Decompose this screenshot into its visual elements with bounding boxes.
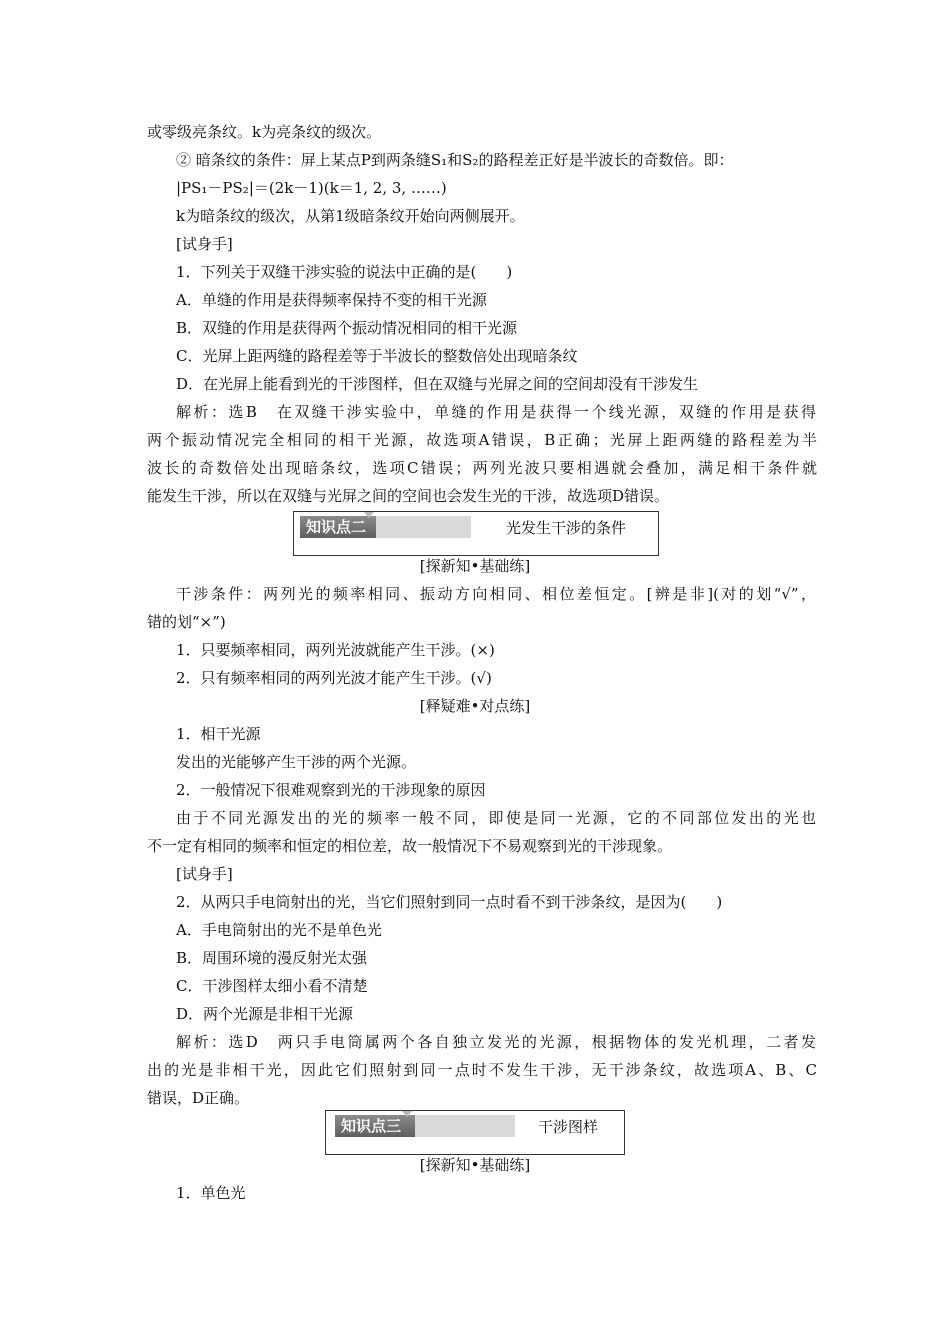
knowledge-point-title: 干涉图样 [538,1118,599,1136]
judgement-item: 1．只要频率相同，两列光波就能产生干涉。(×) [176,641,495,659]
badge-decoration [376,516,471,538]
subsection-heading: [探新知•基础练] [419,1156,531,1174]
analysis-line: 错误，D正确。 [147,1089,250,1107]
text-line: k为暗条纹的级次，从第1级暗条纹开始向两侧展开。 [176,207,525,225]
option-c: C．光屏上距两缝的路程差等于半波长的整数倍处出现暗条纹 [176,347,578,365]
section-label: [试身手] [176,235,233,253]
section-label: [试身手] [176,865,233,883]
question-stem: 1．下列关于双缝干涉实验的说法中正确的是( ) [176,263,513,281]
text-line: 错的划“×”) [147,613,226,631]
text-line: 1．相干光源 [176,725,261,743]
badge-decoration [415,1115,515,1137]
option-a: A．手电筒射出的光不是单色光 [176,921,382,939]
analysis-line: 解析：选D 两只手电筒属两个各自独立发光的光源，根据物体的发光机理，二者发 [176,1033,816,1051]
question-stem: 2．从两只手电筒射出的光，当它们照射到同一点时看不到干涉条纹，是因为( ) [176,893,723,911]
analysis-line: 能发生干涉，所以在双缝与光屏之间的空间也会发生光的干涉，故选项D错误。 [147,487,670,505]
option-d: D．两个光源是非相干光源 [176,1005,354,1023]
knowledge-point-title: 光发生干涉的条件 [506,519,627,537]
option-b: B．周围环境的漫反射光太强 [176,949,368,967]
analysis-line: 解析：选B 在双缝干涉实验中，单缝的作用是获得一个线光源，双缝的作用是获得 [176,403,816,421]
knowledge-point-badge: 知识点二 [300,516,376,538]
badge-tick-icon [402,1111,412,1117]
knowledge-point-box [293,511,659,556]
text-line: 由于不同光源发出的光的频率一般不同，即使是同一光源，它的不同部位发出的光也 [176,809,816,827]
analysis-line: 出的光是非相干光，因此它们照射到同一点时不发生干涉，无干涉条纹，故选项A、B、C [147,1061,817,1079]
formula-line: |PS₁－PS₂|＝(2k－1)(k＝1, 2, 3, ……) [176,179,447,197]
option-b: B．双缝的作用是获得两个振动情况相同的相干光源 [176,319,518,337]
knowledge-point-badge: 知识点三 [335,1115,415,1137]
analysis-line: 两个振动情况完全相同的相干光源，故选项A错误，B正确；光屏上距两缝的路程差为半 [147,431,817,449]
subsection-heading: [探新知•基础练] [419,557,531,575]
judgement-item: 2．只有频率相同的两列光波才能产生干涉。(√) [176,669,492,687]
subsection-heading: [释疑难•对点练] [419,697,531,715]
text-line: ② 暗条纹的条件：屏上某点P到两条缝S₁和S₂的路程差正好是半波长的奇数倍。即： [176,151,734,169]
text-line: 或零级亮条纹。k为亮条纹的级次。 [147,123,382,141]
text-line: 1．单色光 [176,1184,246,1202]
text-line: 发出的光能够产生干涉的两个光源。 [176,753,417,771]
option-a: A．单缝的作用是获得频率保持不变的相干光源 [176,291,487,309]
option-d: D．在光屏上能看到光的干涉图样，但在双缝与光屏之间的空间却没有干涉发生 [176,375,699,393]
analysis-line: 波长的奇数倍处出现暗条纹，选项C错误；两列光波只要相遇就会叠加，满足相干条件就 [147,459,817,477]
text-line: 2．一般情况下很难观察到光的干涉现象的原因 [176,781,486,799]
text-line: 不一定有相同的频率和恒定的相位差，故一般情况下不易观察到光的干涉现象。 [147,837,673,855]
text-line: 干涉条件：两列光的频率相同、振动方向相同、相位差恒定。[辨是非](对的划“√”， [176,585,816,603]
option-c: C．干涉图样太细小看不清楚 [176,977,368,995]
badge-tick-icon [364,512,374,518]
knowledge-point-box [325,1110,625,1155]
